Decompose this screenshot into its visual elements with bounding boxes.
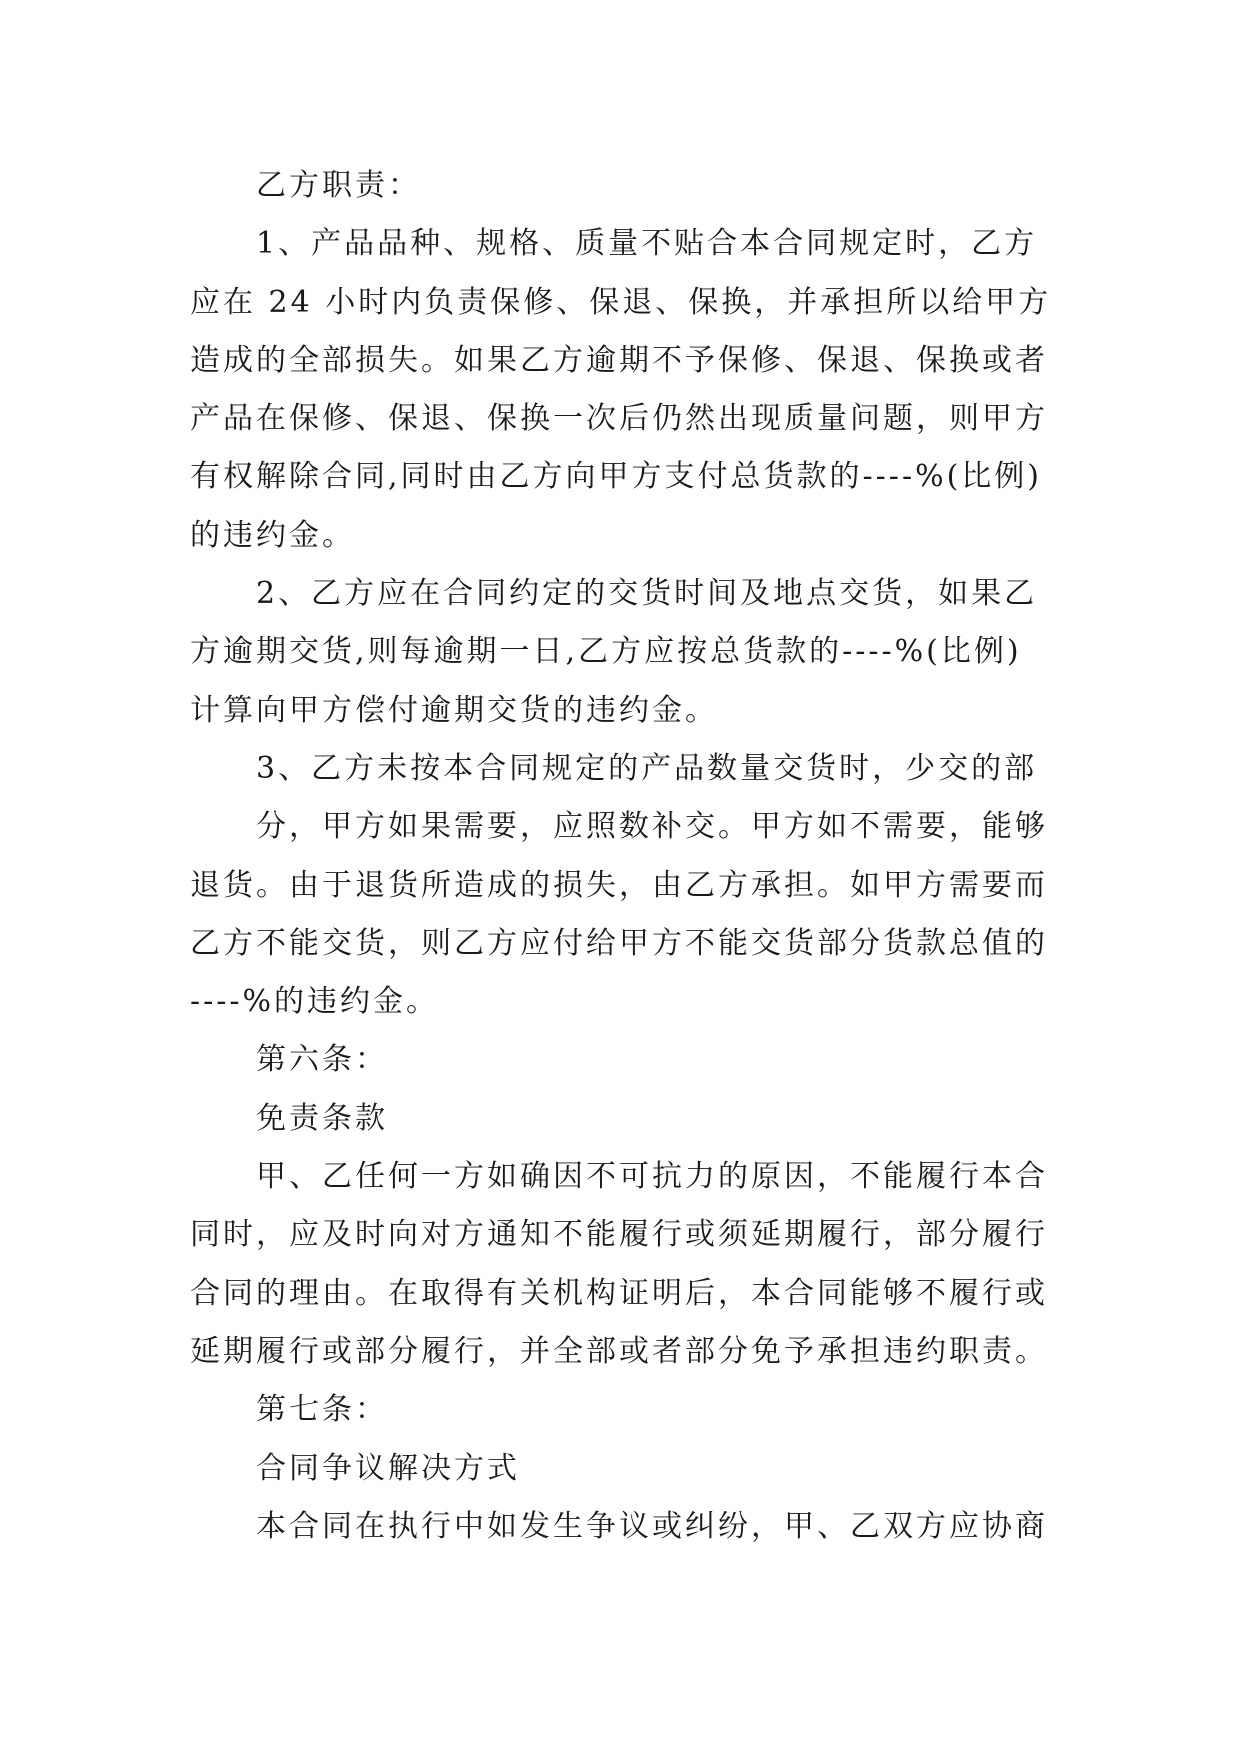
- text-line: 有权解除合同,同时由乙方向甲方支付总货款的----%(比例): [190, 459, 1042, 495]
- document-body: [190, 157, 1050, 1556]
- text-line: 应在 24 小时内负责保修、保退、保换，并承担所以给甲方: [190, 284, 1052, 320]
- text-line: ----%的违约金。: [190, 984, 440, 1020]
- section-heading: 第七条：: [256, 1392, 388, 1428]
- section-title: 合同争议解决方式: [256, 1450, 520, 1486]
- text-line: 产品在保修、保退、保换一次后仍然出现质量问题，则甲方: [190, 401, 1048, 437]
- text-line: 计算向甲方偿付逾期交货的违约金。: [190, 692, 718, 728]
- text-line: 1、产品品种、规格、质量不贴合本合同规定时，乙方: [256, 226, 1038, 262]
- text-line: 退货。由于退货所造成的损失，由乙方承担。如甲方需要而: [190, 867, 1048, 903]
- text-line: 本合同在执行中如发生争议或纠纷，甲、乙双方应协商: [256, 1508, 1048, 1544]
- text-line: 的违约金。: [190, 517, 355, 553]
- text-line: 2、乙方应在合同约定的交货时间及地点交货，如果乙: [256, 576, 1038, 612]
- text-line: 延期履行或部分履行，并全部或者部分免予承担违约职责。: [190, 1333, 1048, 1369]
- text-line: 造成的全部损失。如果乙方逾期不予保修、保退、保换或者: [190, 342, 1048, 378]
- text-line: 乙方不能交货，则乙方应付给甲方不能交货部分货款总值的: [190, 925, 1048, 961]
- text-line: 合同的理由。在取得有关机构证明后，本合同能够不履行或: [190, 1275, 1048, 1311]
- text-line: 分，甲方如果需要，应照数补交。甲方如不需要，能够: [256, 809, 1048, 845]
- section-heading: 第六条：: [256, 1042, 388, 1078]
- section-title: 免责条款: [256, 1100, 388, 1136]
- text-line: 3、乙方未按本合同规定的产品数量交货时，少交的部: [256, 750, 1038, 786]
- text-line: 方逾期交货,则每逾期一日,乙方应按总货款的----%(比例): [190, 634, 1022, 670]
- text-line: 乙方职责：: [256, 168, 421, 203]
- text-line: 同时，应及时向对方通知不能履行或须延期履行，部分履行: [190, 1217, 1048, 1253]
- text-line: 甲、乙任何一方如确因不可抗力的原因，不能履行本合: [256, 1159, 1048, 1195]
